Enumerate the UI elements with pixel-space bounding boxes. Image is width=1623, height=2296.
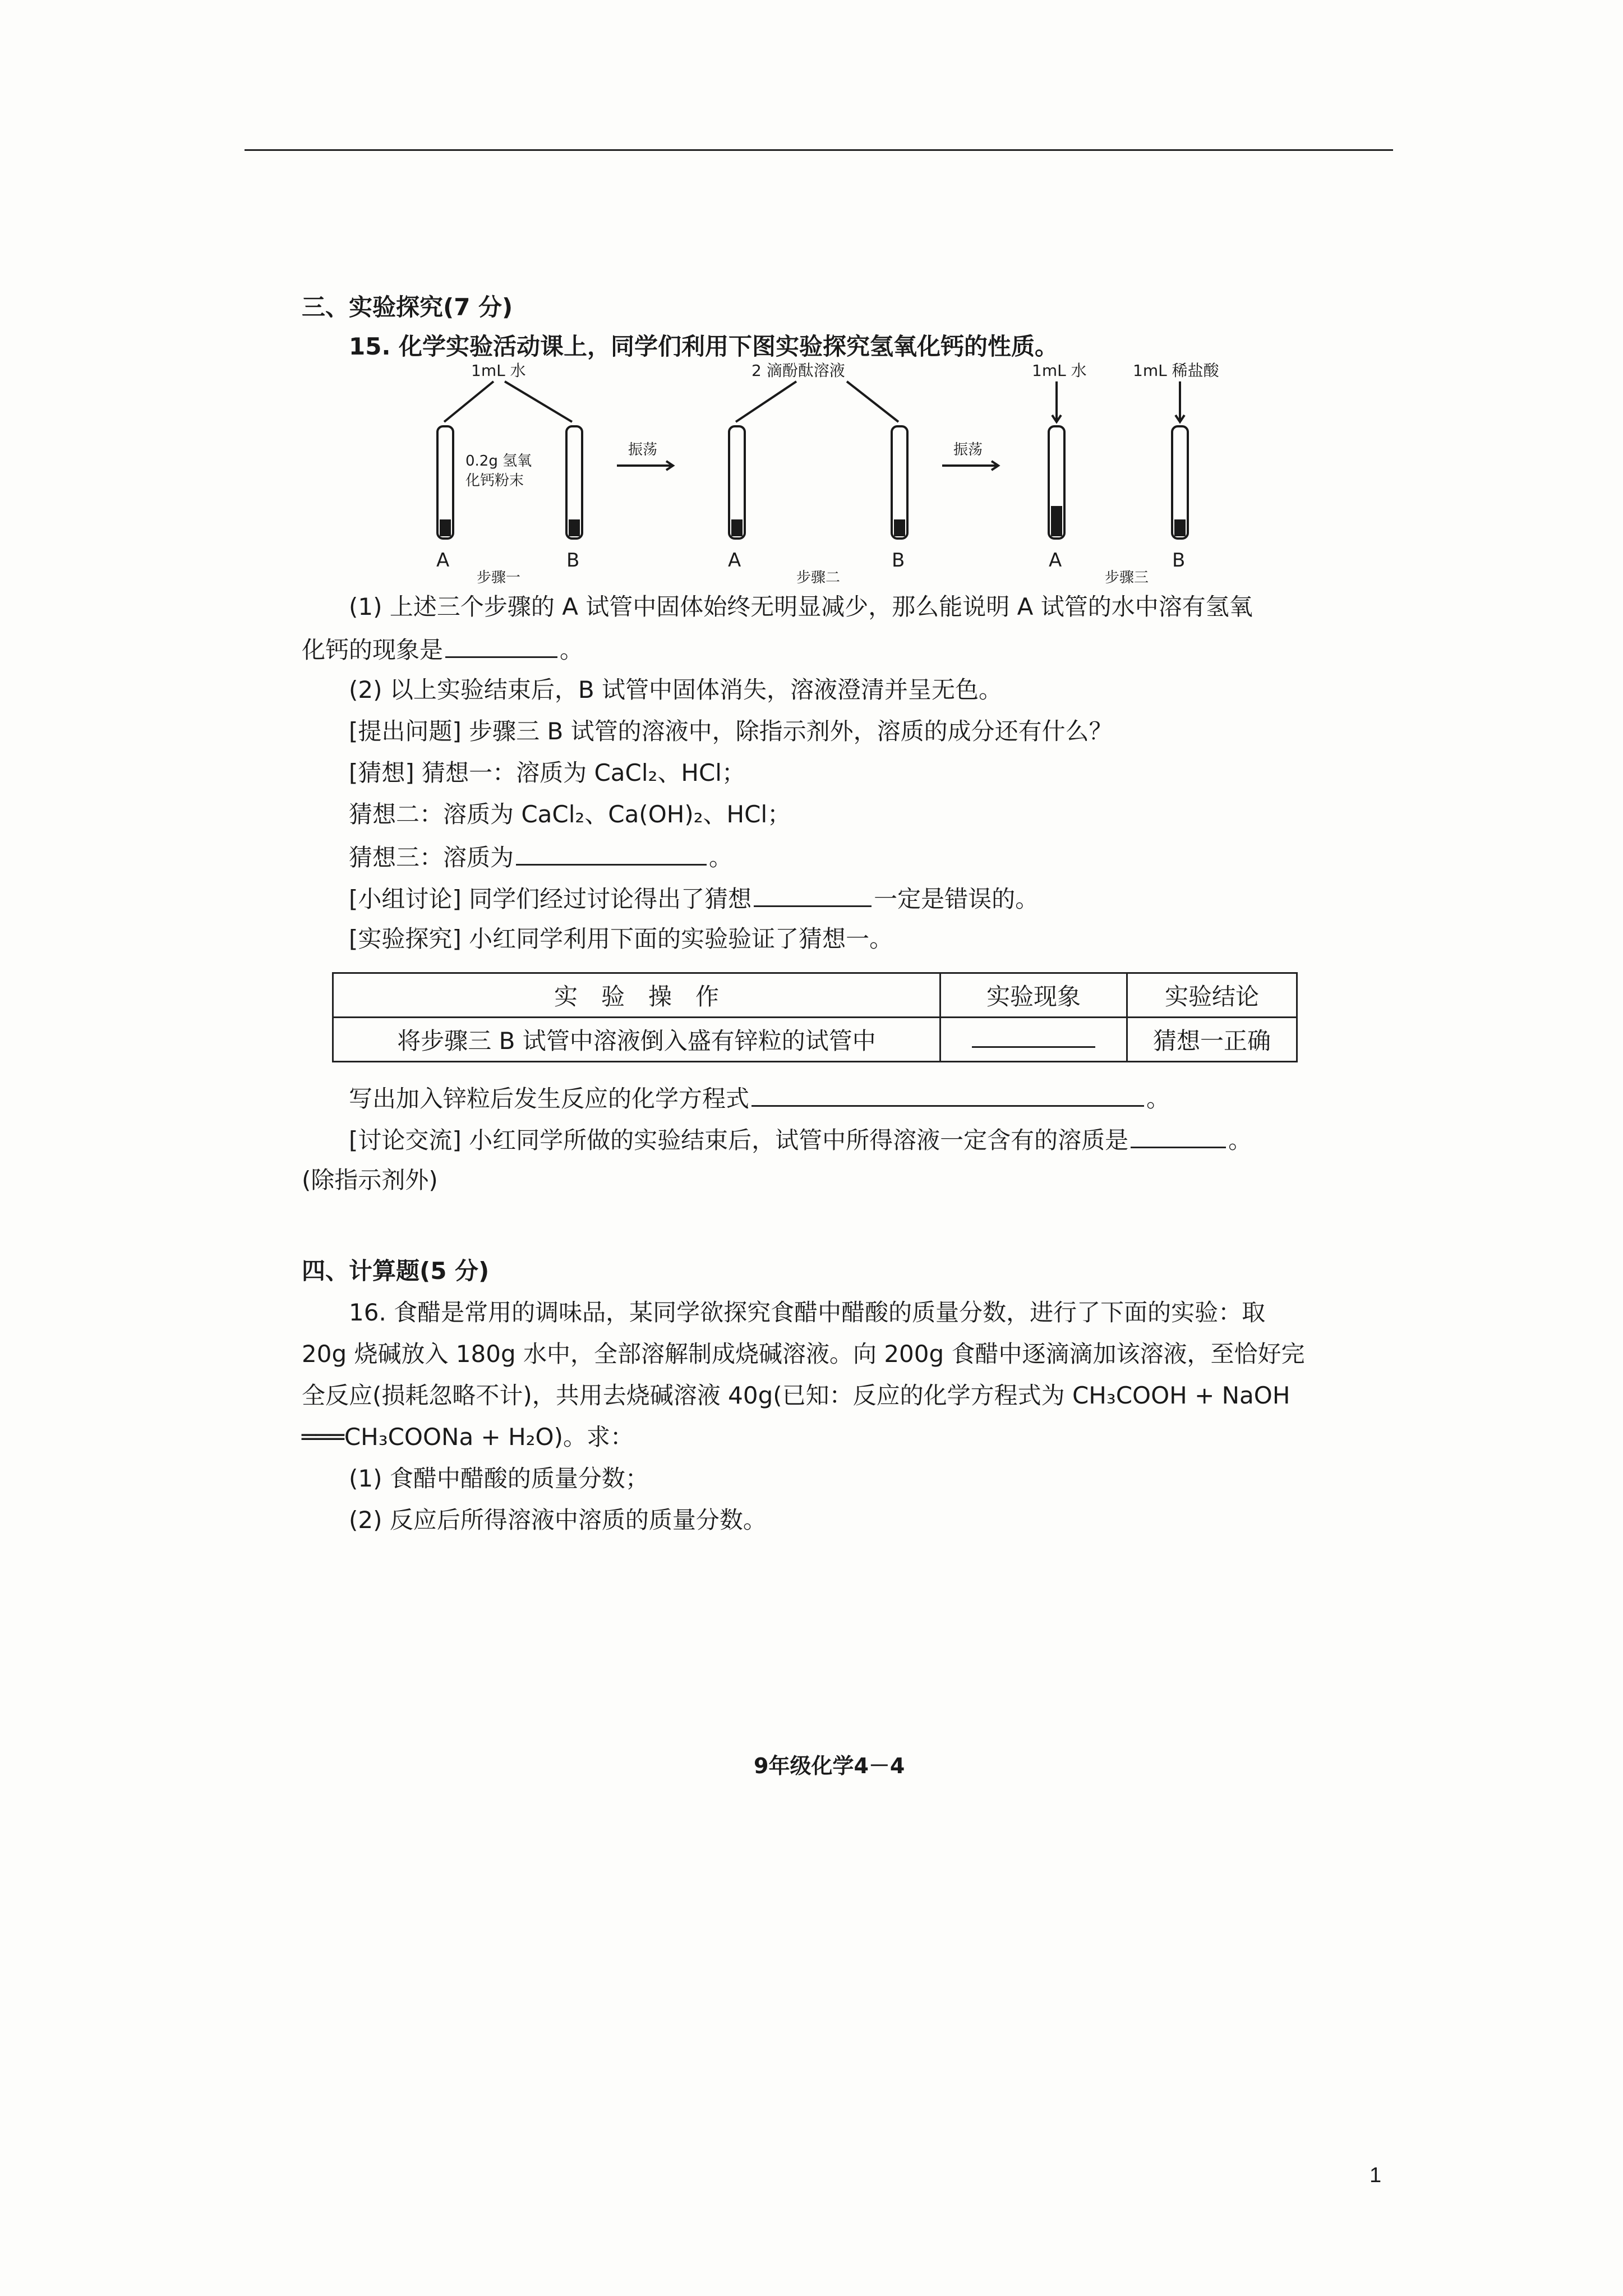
q16-line3: 全反应(损耗忽略不计)，共用去烧碱溶液 40g(已知：反应的化学方程式为 CH₃COOH + NaOH — [302, 1382, 1290, 1409]
table-header: 实验现象 — [940, 973, 1127, 1018]
guess-3: 猜想三：溶质为 。 — [349, 840, 732, 873]
exchange-line: [讨论交流] 小红同学所做的实验结束后，试管中所得溶液一定含有的溶质是 。 — [349, 1123, 1252, 1156]
label-a3: A — [1049, 549, 1062, 572]
section4-title: 四、计算题(5 分) — [302, 1257, 490, 1285]
step3-reagent-a: 1mL 水 — [1032, 361, 1087, 380]
label-b1: B — [566, 549, 580, 572]
step3-reagent-b: 1mL 稀盐酸 — [1133, 361, 1219, 380]
experiment-explore: [实验探究] 小红同学利用下面的实验验证了猜想一。 — [349, 925, 893, 953]
label-b3: B — [1172, 549, 1186, 572]
table-header: 实 验 操 作 — [333, 973, 940, 1018]
step1-label: 步骤一 — [477, 569, 521, 583]
question-15: 15. 化学实验活动课上，同学们利用下图实验探究氢氧化钙的性质。 — [349, 333, 1059, 360]
step1-reagent: 1mL 水 — [471, 361, 526, 380]
part1-line2: 化钙的现象是 。 — [302, 633, 583, 666]
step1-powder-line2: 化钙粉末 — [465, 472, 524, 489]
label-a1: A — [436, 549, 450, 572]
shake-label-2: 振荡 — [953, 441, 983, 458]
label-a2: A — [728, 549, 741, 572]
table-header: 实验结论 — [1127, 973, 1297, 1018]
table-cell-blank — [940, 1018, 1127, 1062]
guess-1: [猜想] 猜想一：溶质为 CaCl₂、HCl； — [349, 759, 745, 786]
step1-powder-line1: 0.2g 氢氧 — [465, 453, 532, 470]
table-cell: 猜想一正确 — [1127, 1018, 1297, 1062]
q16-sub2: (2) 反应后所得溶液中溶质的质量分数。 — [349, 1506, 767, 1534]
footer-label: 9年级化学4－4 — [754, 1754, 905, 1778]
shake-label-1: 振荡 — [628, 441, 658, 458]
step2-label: 步骤二 — [796, 569, 841, 583]
step3-label: 步骤三 — [1105, 569, 1149, 583]
q16-sub1: (1) 食醋中醋酸的质量分数； — [349, 1465, 649, 1492]
table-header-row — [333, 973, 1297, 1018]
guess-2: 猜想二：溶质为 CaCl₂、Ca(OH)₂、HCl； — [349, 800, 791, 828]
table-cell: 将步骤三 B 试管中溶液倒入盛有锌粒的试管中 — [333, 1018, 940, 1062]
section3-title: 三、实验探究(7 分) — [302, 293, 513, 321]
header-rule — [245, 149, 1393, 151]
part2: (2) 以上实验结束后，B 试管中固体消失，溶液澄清并呈无色。 — [349, 676, 1003, 703]
step2-reagent: 2 滴酚酞溶液 — [751, 361, 845, 380]
q16-line1: 16. 食醋是常用的调味品，某同学欲探究食醋中醋酸的质量分数，进行了下面的实验：取 — [349, 1299, 1266, 1326]
equation-prompt: 写出加入锌粒后发生反应的化学方程式 。 — [349, 1082, 1170, 1115]
group-discussion: [小组讨论] 同学们经过讨论得出了猜想 一定是错误的。 — [349, 882, 1039, 915]
label-b2: B — [892, 549, 905, 572]
question-raised: [提出问题] 步骤三 B 试管的溶液中，除指示剂外，溶质的成分还有什么？ — [349, 717, 1113, 745]
q16-line2: 20g 烧碱放入 180g 水中，全部溶解制成烧碱溶液。向 200g 食醋中逐滴滴加该溶液，至恰好完 — [302, 1340, 1305, 1368]
table-row — [333, 1018, 1297, 1062]
q16-line4: ═══CH₃COONa + H₂O)。求： — [302, 1423, 634, 1451]
experiment-table — [332, 972, 1298, 1062]
exchange-note: (除指示剂外) — [302, 1166, 438, 1194]
page-number: 1 — [1370, 2164, 1382, 2187]
experiment-diagram — [404, 359, 1301, 583]
part1-line1: (1) 上述三个步骤的 A 试管中固体始终无明显减少，那么能说明 A 试管的水中溶有氢氧 — [349, 593, 1253, 620]
